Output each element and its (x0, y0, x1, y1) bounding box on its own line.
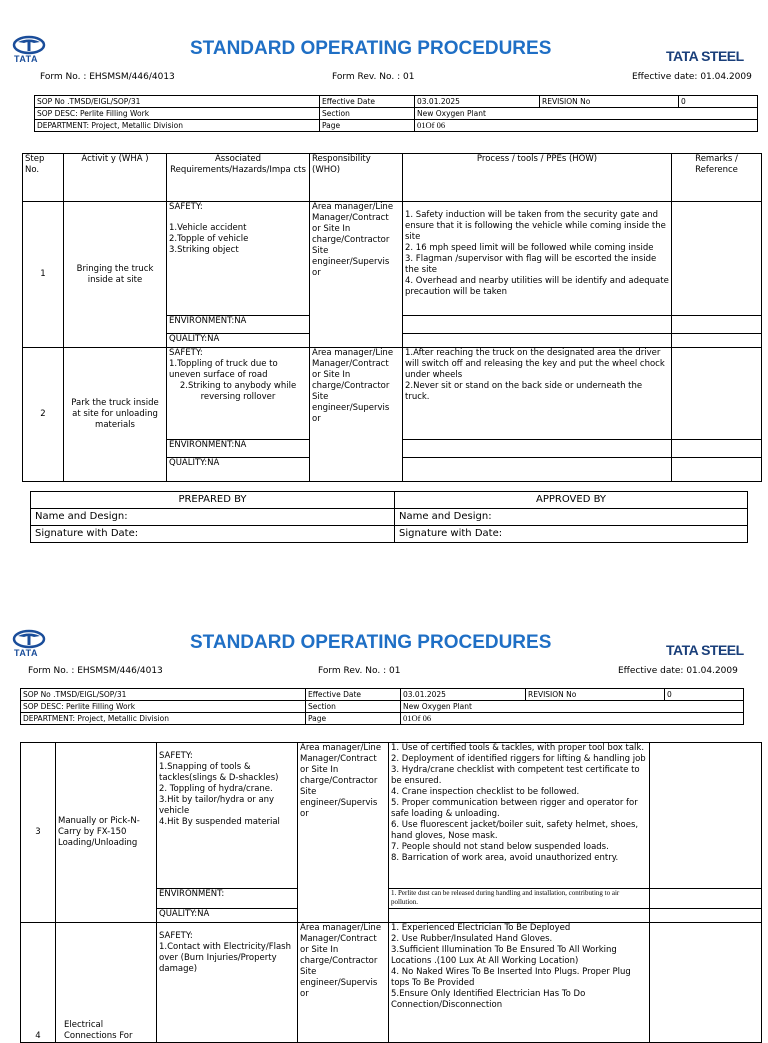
step-environment: ENVIRONMENT:NA (167, 440, 310, 458)
step-hazards: SAFETY: 1.Toppling of truck due to uneven surface of road 2.Striking to anybody while reversing rollover (167, 348, 310, 440)
section-label: Section (306, 701, 401, 713)
tata-steel-logo: TATA STEEL (666, 642, 744, 658)
step-remarks (672, 348, 762, 440)
col-process: Process / tools / PPEs (HOW) (403, 154, 672, 202)
col-remarks: Remarks / Reference (672, 154, 762, 202)
step-no: 1 (23, 202, 64, 348)
table-row (21, 743, 762, 889)
step-process: 1. Experienced Electrician To Be Deployed 2. Use Rubber/Insulated Hand Gloves. 3.Sufficient Illumination To Be Ensured To All Working Locations .(100 Lux At All Working Location) 4. No Naked Wires To Be Inserted Into Plugs. Proper Plug tops To Be Provided 5.Ensure Only Identified Electrician Has To Do Connection/Disconnection (389, 923, 650, 1043)
page-2 (0, 620, 768, 1041)
table-row (23, 348, 762, 440)
step-process: 1. Safety induction will be taken from the security gate and ensure that it is following the vehicle while coming inside the site 2. 16 mph speed limit will be followed while coming inside 3. Flagman /supervisor with flag will be escorted the inside the site 4. Overhead and nearby utilities will be identify and adequate precaution will be taken (403, 202, 672, 316)
sop-header-table (20, 688, 744, 725)
department: DEPARTMENT: Project, Metallic Division (35, 120, 320, 132)
page-title: STANDARD OPERATING PROCEDURES (190, 38, 552, 59)
sop-header-table (34, 95, 758, 132)
prepared-signature: Signature with Date: (31, 526, 395, 543)
form-rev: Form Rev. No. : 01 (318, 666, 401, 676)
form-no: Form No. : EHSMSM/446/4013 (28, 666, 163, 676)
step-responsibility: Area manager/Line Manager/Contract or Site In charge/Contractor Site engineer/Supervis or (298, 743, 389, 923)
approved-name-design: Name and Design: (395, 509, 748, 526)
tata-logo (12, 630, 48, 660)
section-value: New Oxygen Plant (401, 701, 744, 713)
revision-value: 0 (665, 689, 744, 701)
step-remarks (672, 202, 762, 316)
step-activity: Manually or Pick-N-Carry by FX-150 Loading/Unloading (56, 743, 157, 923)
effective-date: Effective date: 01.04.2009 (618, 666, 738, 676)
step-hazards: SAFETY: 1.Contact with Electricity/Flash over (Burn Injuries/Property damage) (157, 923, 298, 1043)
step-remarks (650, 923, 762, 1043)
sop-no: SOP No .TMSD/EIGL/SOP/31 (35, 96, 320, 108)
sop-desc: SOP DESC: Perlite Filling Work (35, 108, 320, 120)
tata-logo-text: TATA (14, 54, 38, 64)
step-activity: Park the truck inside at site for unloading materials (64, 348, 167, 482)
step-no: 2 (23, 348, 64, 482)
step-process: 1.After reaching the truck on the designated area the driver will switch off and releasing the key and put the wheel chock under wheels 2.Never sit or stand on the back side or underneath the truck. (403, 348, 672, 440)
approved-by: APPROVED BY (395, 492, 748, 509)
step-environment: ENVIRONMENT: (157, 889, 298, 909)
effective-date-label: Effective Date (306, 689, 401, 701)
page-title: STANDARD OPERATING PROCEDURES (190, 632, 552, 653)
step-activity: Bringing the truck inside at site (64, 202, 167, 348)
section-label: Section (320, 108, 415, 120)
col-step: Step No. (23, 154, 64, 202)
step-responsibility: Area manager/Line Manager/Contract or Site In charge/Contractor Site engineer/Supervis or (310, 202, 403, 348)
revision-label: REVISION No (526, 689, 665, 701)
step-no: 3 (21, 743, 56, 923)
tata-steel-logo: TATA STEEL (666, 48, 744, 64)
steps-table-2 (20, 742, 762, 1043)
step-responsibility: Area manager/Line Manager/Contract or Site In charge/Contractor Site engineer/Supervis or (310, 348, 403, 482)
sop-no: SOP No .TMSD/EIGL/SOP/31 (21, 689, 306, 701)
col-responsibility: Responsibility (WHO) (310, 154, 403, 202)
environment-note: 1. Perlite dust can be released during handling and installation, contributing to air pollution. (389, 889, 650, 909)
table-row (23, 202, 762, 316)
page-value: 01Of 06 (415, 120, 758, 132)
tata-logo-text: TATA (14, 648, 38, 658)
form-no: Form No. : EHSMSM/446/4013 (40, 72, 175, 82)
page-label: Page (306, 713, 401, 725)
sop-desc: SOP DESC: Perlite Filling Work (21, 701, 306, 713)
step-activity: Electrical Connections For (56, 923, 157, 1043)
effective-date-value: 03.01.2025 (415, 96, 540, 108)
step-environment: ENVIRONMENT:NA (167, 316, 310, 334)
step-quality: QUALITY:NA (167, 458, 310, 482)
prepared-by: PREPARED BY (31, 492, 395, 509)
step-hazards: SAFETY: 1.Snapping of tools & tackles(slings & D-shackles) 2. Toppling of hydra/crane. 3.Hit by tailor/hydra or any vehicle 4.Hit By suspended material (157, 743, 298, 889)
tata-logo-icon (12, 630, 46, 648)
signoff-table (30, 491, 748, 543)
step-hazards: SAFETY: 1.Vehicle accident 2.Topple of vehicle 3.Striking object (167, 202, 310, 316)
step-responsibility: Area manager/Line Manager/Contract or Site In charge/Contractor Site engineer/Supervis or (298, 923, 389, 1043)
department: DEPARTMENT: Project, Metallic Division (21, 713, 306, 725)
page-label: Page (320, 120, 415, 132)
steps-table-1 (22, 153, 762, 482)
step-remarks (650, 743, 762, 889)
effective-date-label: Effective Date (320, 96, 415, 108)
form-rev: Form Rev. No. : 01 (332, 72, 415, 82)
step-no: 4 (21, 923, 56, 1043)
tata-logo-icon (12, 36, 46, 54)
revision-value: 0 (679, 96, 758, 108)
effective-date-value: 03.01.2025 (401, 689, 526, 701)
tata-logo (12, 36, 48, 66)
prepared-name-design: Name and Design: (31, 509, 395, 526)
section-value: New Oxygen Plant (415, 108, 758, 120)
table-row (21, 923, 762, 1043)
approved-signature: Signature with Date: (395, 526, 748, 543)
step-quality: QUALITY:NA (157, 909, 298, 923)
page-value: 01Of 06 (401, 713, 744, 725)
revision-label: REVISION No (540, 96, 679, 108)
col-activity: Activit y (WHA ) (64, 154, 167, 202)
col-requirements: Associated Requirements/Hazards/Impa cts (167, 154, 310, 202)
step-process: 1. Use of certified tools & tackles, with proper tool box talk. 2. Deployment of identified riggers for lifting & handling job 3. Hydra/crane checklist with competent test certificate to be ensured. 4. Crane inspection checklist to be followed. 5. Proper communication between rigger and operator for safe loading & unloading. 6. Use fluorescent jacket/boiler suit, safety helmet, shoes, hand gloves, Nose mask. 7. People should not stand below suspended loads. 8. Barrication of work area, avoid unauthorized entry. (389, 743, 650, 889)
effective-date: Effective date: 01.04.2009 (632, 72, 752, 82)
step-quality: QUALITY:NA (167, 334, 310, 348)
